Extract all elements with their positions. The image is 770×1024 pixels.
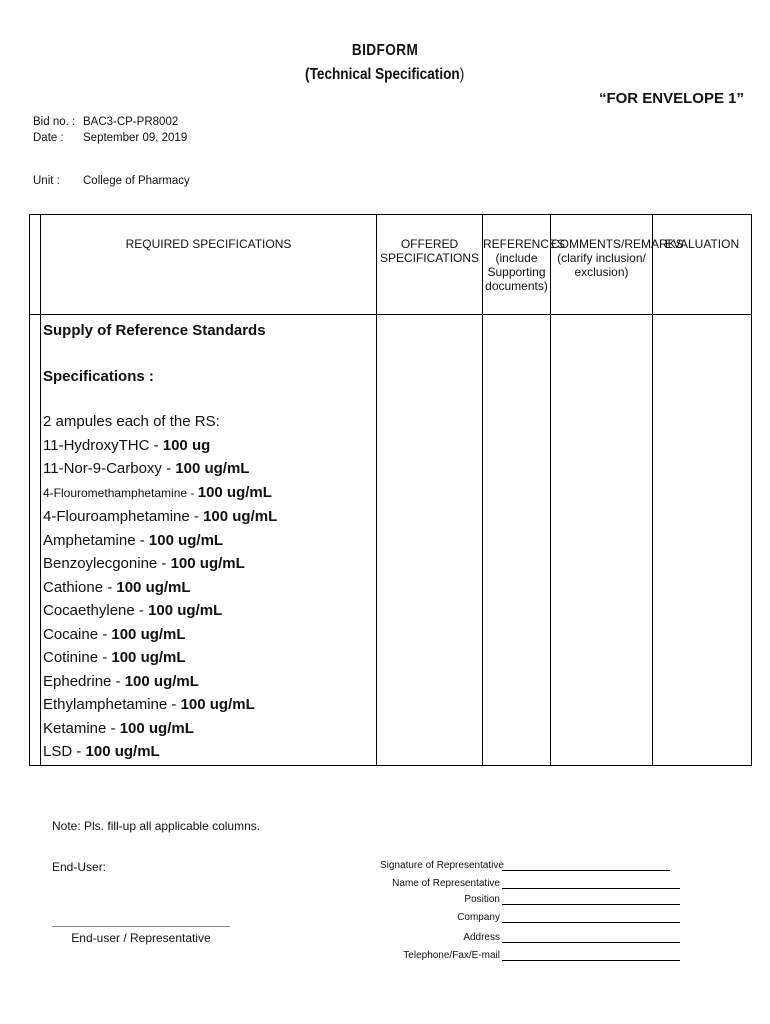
signature-field[interactable]: Signature of Representative xyxy=(380,860,680,871)
spec-item-name: Ephedrine - xyxy=(43,672,125,690)
spec-item xyxy=(43,693,376,717)
row-number-header xyxy=(30,215,41,315)
note-text: Note: Pls. fill-up all applicable columns. xyxy=(52,819,261,833)
offered-spec-header: OFFERED SPECIFICATIONS xyxy=(377,215,483,315)
evaluation-header: EVALUATION xyxy=(653,215,752,315)
spec-item xyxy=(43,740,376,764)
end-user-signature-line[interactable] xyxy=(52,926,230,927)
spec-item-quantity: 100 ug/mL xyxy=(170,555,245,572)
spec-item-quantity: 100 ug/mL xyxy=(116,578,191,596)
name-field[interactable]: Name of Representative xyxy=(380,878,680,889)
spec-item xyxy=(43,529,376,553)
spec-item-name: Cotinine - xyxy=(43,649,112,666)
spec-item-name: Cathione - xyxy=(43,578,117,596)
spec-item-name: Amphetamine - xyxy=(43,531,149,549)
comments-header: COMMENTS/REMARKS (clarify inclusion/ exclusion) xyxy=(551,215,653,315)
spec-table xyxy=(29,214,752,766)
references-header: REFERENCES (include Supporting documents) xyxy=(483,215,551,315)
unit: Unit : College of Pharmacy xyxy=(33,175,190,187)
spec-item xyxy=(43,670,376,694)
comments-cell[interactable] xyxy=(551,315,653,766)
spec-item-name: Ethylamphetamine - xyxy=(43,696,181,713)
spec-item-quantity: 100 ug/mL xyxy=(119,719,194,737)
spec-item xyxy=(43,434,376,458)
spec-item-quantity: 100 ug/mL xyxy=(148,602,223,619)
spec-items xyxy=(41,315,376,764)
spec-item xyxy=(43,717,376,741)
spec-item xyxy=(43,646,376,670)
spec-item-name: Ketamine - xyxy=(43,719,120,737)
spec-item-name: LSD - xyxy=(43,743,86,760)
form-title: BIDFORM xyxy=(351,42,419,59)
spec-item-quantity: 100 ug/mL xyxy=(124,672,199,690)
required-spec-header: REQUIRED SPECIFICATIONS xyxy=(41,215,377,315)
spec-item xyxy=(43,552,376,576)
spec-item-quantity: 100 ug/mL xyxy=(175,460,250,477)
specifications-label: Specifications : xyxy=(43,367,154,385)
evaluation-cell[interactable] xyxy=(653,315,752,766)
references-cell[interactable] xyxy=(483,315,551,766)
spec-item xyxy=(43,623,376,647)
spec-item-name: 11-HydroxyTHC - xyxy=(43,436,163,454)
spec-item-name: Cocaine - xyxy=(43,625,112,643)
spec-item-name: Cocaethylene - xyxy=(43,602,149,619)
spec-item xyxy=(43,481,376,506)
spec-item-quantity: 100 ug/mL xyxy=(197,483,272,501)
spec-intro: 2 ampules each of the RS: xyxy=(43,413,220,430)
spec-item-name: Benzoylecgonine - xyxy=(43,555,171,572)
spec-heading: Supply of Reference Standards xyxy=(43,322,266,339)
envelope-label: “FOR ENVELOPE 1” xyxy=(598,90,744,107)
spec-item xyxy=(43,576,376,600)
spec-item-name: 4-Flouromethamphetamine - xyxy=(43,485,198,500)
row-number-cell xyxy=(30,315,41,766)
company-field[interactable]: Company xyxy=(380,912,680,923)
spec-item-quantity: 100 ug/mL xyxy=(203,508,278,525)
spec-item xyxy=(43,599,376,623)
spec-item-quantity: 100 ug/mL xyxy=(148,531,224,549)
form-subtitle: (Technical Specification) xyxy=(305,66,465,83)
required-spec-cell xyxy=(41,315,377,766)
spec-item-quantity: 100 ug/mL xyxy=(85,743,160,760)
spec-item-quantity: 100 ug/mL xyxy=(180,696,255,713)
table-body-row xyxy=(30,315,752,766)
table-header-row xyxy=(30,215,752,315)
spec-item-name: 11-Nor-9-Carboxy - xyxy=(43,460,176,477)
address-field[interactable]: Address xyxy=(380,932,680,943)
spec-item-quantity: 100 ug xyxy=(162,436,211,454)
end-user-representative-label: End-user / Representative xyxy=(71,931,211,945)
offered-spec-cell[interactable] xyxy=(377,315,483,766)
position-field[interactable]: Position xyxy=(380,894,680,905)
spec-item-quantity: 100 ug/mL xyxy=(111,649,186,666)
spec-item-name: 4-Flouroamphetamine - xyxy=(43,508,204,525)
telephone-field[interactable]: Telephone/Fax/E-mail xyxy=(380,950,680,961)
bid-date: Date : September 09, 2019 xyxy=(33,132,188,144)
spec-item-quantity: 100 ug/mL xyxy=(111,625,186,643)
end-user-label: End-User: xyxy=(52,860,107,874)
spec-item xyxy=(43,505,376,529)
bid-number: Bid no. : BAC3-CP-PR8002 xyxy=(33,116,179,128)
spec-item xyxy=(43,457,376,481)
